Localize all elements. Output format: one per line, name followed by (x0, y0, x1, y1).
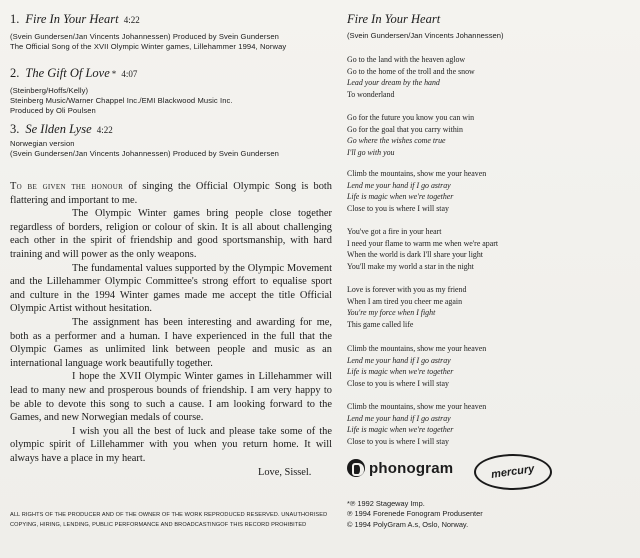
track-title: Fire In Your Heart (25, 12, 119, 26)
lyric-line: Climb the mountains, show me your heaven (347, 169, 487, 178)
track-title: Se Ilden Lyse (25, 122, 92, 136)
lyric-line: Go to the land with the heaven aglow (347, 55, 466, 64)
liner-paragraph-1 (10, 180, 332, 207)
lyric-line: Lead your dream by the hand (347, 78, 440, 88)
lyrics-stanza-5 (347, 284, 466, 330)
phonogram-wordmark: phonogram (369, 459, 454, 477)
track-duration: 4:07 (121, 69, 138, 79)
track-duration: 4:22 (123, 15, 140, 25)
lyric-line: When I am tired you cheer me again (347, 296, 463, 306)
track-asterisk: * (111, 69, 117, 79)
lyric-line: Climb the mountains, show me your heaven (347, 344, 487, 353)
lyrics-stanza-4 (347, 226, 498, 272)
track-producer: Produced by Oli Poulsen (10, 106, 96, 115)
liner-paragraph-2: The Olympic Winter games bring people close together regardless of borders, religion or colour of skin. It is all about challenging each other in the spirit of friendship and good sportsmanship, with hard training and will power as the only weapons. (10, 208, 332, 260)
track-version: Norwegian version (10, 139, 75, 148)
lyric-line: Love is forever with you as my friend (347, 285, 467, 294)
phonogram-icon (347, 459, 365, 477)
track-1 (10, 12, 286, 52)
lyric-line: Life is magic when we're together (347, 192, 454, 202)
lyric-line: You're my force when I fight (347, 308, 436, 318)
copyright-line-2: ℗ 1994 Forenede Fonogram Produsenter (347, 509, 483, 519)
lyric-line: This game called life (347, 319, 414, 329)
lyric-line: Climb the mountains, show me your heaven (347, 402, 487, 411)
phonogram-logo (347, 459, 453, 477)
track-publisher: Steinberg Music/Warner Chappel Inc./EMI Blackwood Music Inc. (10, 96, 233, 105)
rights-notice (10, 510, 340, 530)
lyric-line: When the world is dark I'll share your light (347, 250, 483, 260)
track-number: 2. (10, 66, 20, 80)
lyric-line: Go for the future you know you can win (347, 113, 475, 122)
mercury-wordmark: mercury (490, 463, 536, 481)
liner-note (10, 180, 332, 465)
rights-line-2: COPYING, HIRING, LENDING, PUBLIC PERFORMANCE AND BROADCASTINGOF THIS RECORD PROHIBITED (10, 522, 307, 528)
lyric-line: You'll make my world a star in the night (347, 261, 474, 271)
lyric-line: Go to the home of the troll and the snow (347, 66, 475, 76)
lyrics-stanza-6 (347, 343, 486, 389)
track-number: 1. (10, 12, 20, 26)
track-credit: (Steinberg/Hoffs/Kelly) (10, 86, 89, 95)
lyric-line: Go for the goal that you carry within (347, 124, 463, 134)
track-number: 3. (10, 122, 20, 136)
lyrics-stanza-3 (347, 168, 486, 214)
lyric-line: Close to you is where I will stay (347, 378, 449, 388)
lyrics-credit: (Svein Gundersen/Jan Vincents Johannessen) (347, 31, 504, 40)
lyrics-stanza-2 (347, 112, 474, 158)
liner-paragraph-3: The fundamental values supported by the Olympic Movement and the Lillehammer Olympic Committee's strong effort to equalise sport and culture in the 1994 Winter games made me accept the title Official Olympic Artist without hesitation. (10, 262, 332, 315)
track-note: The Official Song of the XVII Olympic Winter games, Lillehammer 1994, Norway (10, 42, 287, 51)
copyright-block (347, 499, 483, 530)
liner-signature: Love, Sissel. (258, 467, 312, 478)
lyric-line: I need your flame to warm me when we're apart (347, 238, 499, 248)
track-3-title-line (10, 122, 279, 137)
rights-line-1: ALL RIGHTS OF THE PRODUCER AND OF THE OWNER OF THE WORK REPRODUCED RESERVED. UNAUTHORISED (10, 512, 328, 518)
lyric-line: Lend me your hand if I go astray (347, 355, 451, 365)
lyric-line: Life is magic when we're together (347, 425, 454, 435)
liner-paragraph-5: I hope the XVII Olympic Winter games in Lillehammer will lead to many new and prosperous bounds of friendship. I am very happy to be able to devote this song to such a cause. I am looking forward to the Games, and new Norwegian medals of course. (10, 371, 332, 424)
lyric-line: To wonderland (347, 89, 395, 99)
lyric-line: Lend me your hand if I go astray (347, 413, 451, 423)
lyric-line: Life is magic when we're together (347, 367, 454, 377)
liner-paragraph-6: I wish you all the best of luck and please take some of the olympic spirit of Lillehammer with you when you return home. It will always have a place in my heart. (10, 425, 332, 464)
liner-lead: To be given the honour (10, 181, 124, 192)
lyric-line: Close to you is where I will stay (347, 436, 449, 446)
lyric-line: Go where the wishes come true (347, 136, 446, 146)
liner-paragraph-4: The assignment has been interesting and awarding for me, both as a performer and a human. I have experienced in the full that the Olympic Games as unlimited link between people and music as an international language work beautifully together. (10, 316, 332, 369)
copyright-line-3: © 1994 PolyGram A.s, Oslo, Norway. (347, 519, 469, 529)
track-credit: (Svein Gundersen/Jan Vincents Johannessen) Produced by Svein Gundersen (10, 32, 280, 41)
track-title: The Gift Of Love (25, 66, 110, 80)
track-duration: 4:22 (96, 125, 113, 135)
mercury-logo (474, 454, 552, 490)
lyrics-stanza-7 (347, 401, 486, 447)
lyric-line: Close to you is where I will stay (347, 203, 449, 213)
track-2-title-line (10, 66, 233, 81)
track-2 (10, 66, 233, 116)
lyrics-title: Fire In Your Heart (347, 12, 441, 26)
track-1-title-line (10, 12, 286, 27)
liner-p1-text: of singing the Official Olympic Song is both flattering and important to me. (10, 181, 333, 206)
copyright-line-1: *℗ 1992 Stageway Imp. (347, 499, 425, 508)
track-credit: (Svein Gundersen/Jan Vincents Johannessen) Produced by Svein Gundersen (10, 149, 280, 158)
lyric-line: You've got a fire in your heart (347, 227, 442, 236)
lyric-line: Lend me your hand if I go astray (347, 180, 451, 190)
lyric-line: I'll go with you (347, 147, 395, 157)
track-3 (10, 122, 279, 159)
lyrics-stanza-1 (347, 54, 475, 100)
